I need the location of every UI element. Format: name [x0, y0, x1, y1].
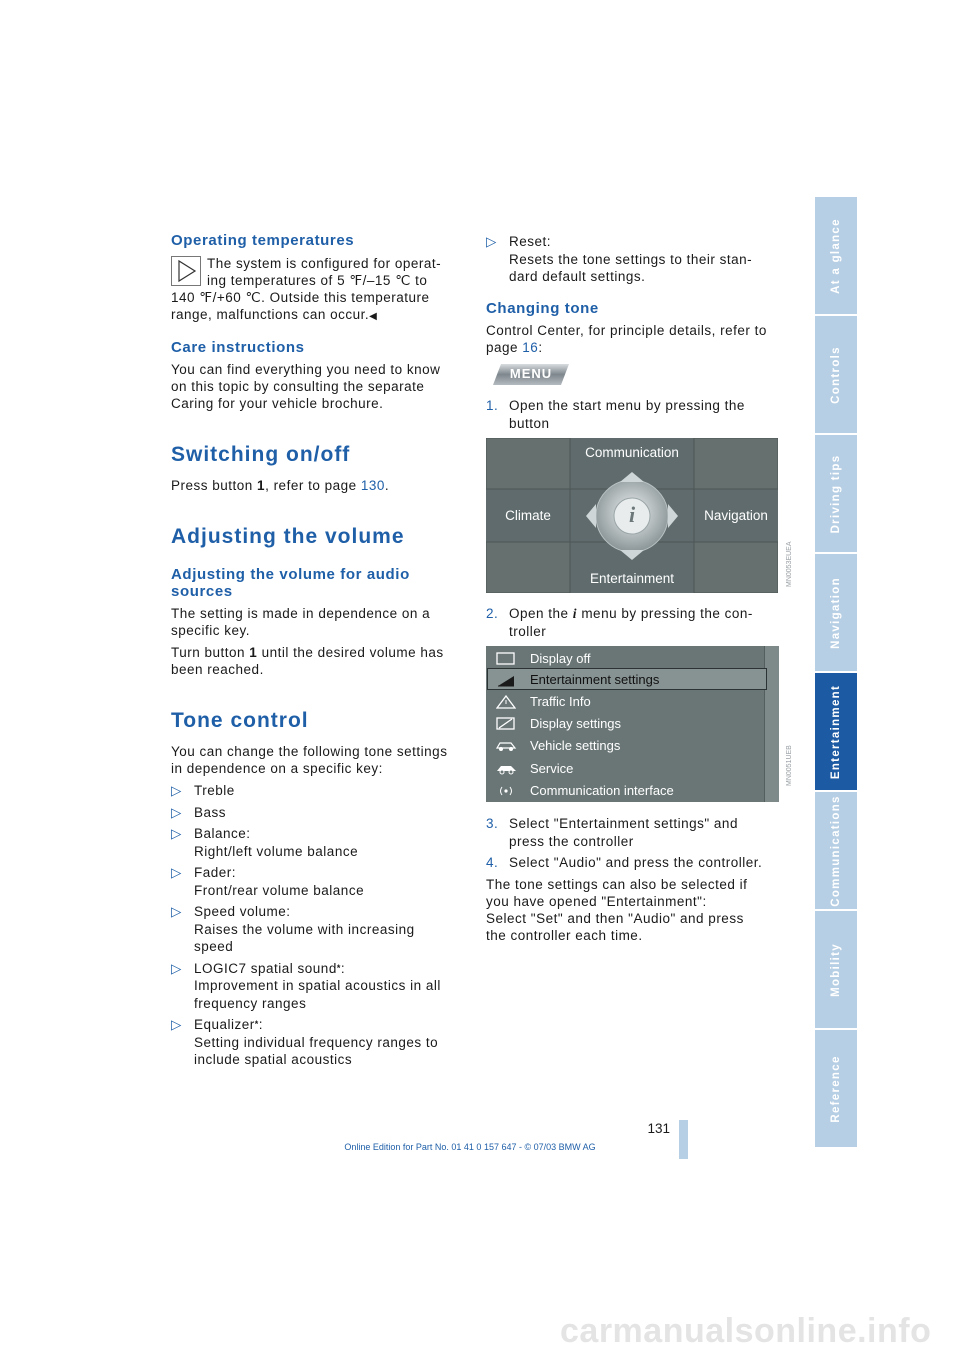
- page-link-16[interactable]: 16: [522, 340, 539, 355]
- step-2: 2. Open the i menu by pressing the con- troller: [486, 606, 753, 639]
- tab-controls[interactable]: Controls: [815, 316, 857, 435]
- info-icon: i: [628, 502, 636, 527]
- op-temp-line1: The system is configured for operat-: [207, 256, 442, 271]
- tone-intro-line2: in dependence on a specific key:: [171, 761, 383, 776]
- subheading-audio-sources-1: Adjusting the volume for audio: [171, 566, 410, 583]
- outro-line3: Select "Set" and then "Audio" and press: [486, 911, 744, 926]
- care-line1: You can find everything you need to know: [171, 362, 441, 377]
- communication-icon: [496, 784, 516, 797]
- list-item: ▷ Bass: [171, 804, 227, 820]
- step-3: 3. Select "Entertainment settings" and press the controller: [486, 816, 738, 849]
- outro-line2: you have opened "Entertainment":: [486, 894, 707, 909]
- display-off-icon: [496, 652, 516, 665]
- vehicle-settings-icon: [496, 739, 516, 752]
- image-code-1: MN0053EUEA: [786, 541, 793, 587]
- op-temp-line3: 140 ℉/+60 ℃. Outside this temperature: [171, 290, 430, 305]
- heading-operating-temperatures: Operating temperatures: [171, 232, 355, 249]
- service-car-icon: [496, 762, 516, 775]
- list-item: ▷ Speed volume: Raises the volume with increasing speed: [171, 904, 415, 954]
- switching-text: Press button 1, refer to page 130.: [171, 478, 390, 493]
- heading-switching: Switching on/off: [171, 443, 351, 466]
- page-number-bar: [679, 1120, 688, 1159]
- outro-line4: the controller each time.: [486, 928, 643, 943]
- heading-care-instructions: Care instructions: [171, 339, 305, 356]
- edition-text: Online Edition for Part No. 01 41 0 157 647 - © 07/03 BMW AG: [344, 1142, 596, 1152]
- volume-p1-line2: specific key.: [171, 623, 251, 638]
- start-menu-communication: Communication: [585, 445, 679, 460]
- step-1: 1. Open the start menu by pressing the button: [486, 398, 745, 431]
- changing-intro-line2: page 16:: [486, 340, 543, 355]
- tab-navigation[interactable]: Navigation: [815, 554, 857, 673]
- start-menu-entertainment: Entertainment: [589, 571, 675, 586]
- menu-button-label: MENU: [509, 366, 553, 381]
- start-menu-navigation: Navigation: [704, 508, 768, 523]
- info-menu-screen: [486, 646, 778, 802]
- menu-item-service[interactable]: Service: [486, 759, 764, 779]
- tab-communications[interactable]: Communications: [815, 792, 857, 911]
- list-item: ▷ LOGIC7 spatial sound*: Improvement in spatial acoustics in all frequency ranges: [171, 960, 441, 1011]
- subheading-audio-sources-2: sources: [171, 583, 233, 600]
- heading-tone-control: Tone control: [171, 709, 309, 732]
- tone-settings-list: [171, 782, 471, 1073]
- start-menu-screen: [486, 438, 778, 593]
- start-menu-climate: Climate: [505, 508, 551, 523]
- heading-adjusting-volume: Adjusting the volume: [171, 525, 405, 548]
- tab-reference[interactable]: Reference: [815, 1030, 857, 1149]
- image-code-2: MN0051UEB: [786, 745, 793, 786]
- heading-changing-tone: Changing tone: [486, 300, 599, 317]
- menu-button[interactable]: [491, 363, 571, 386]
- chapter-tabs: [815, 197, 857, 1149]
- page-number: 131: [647, 1121, 670, 1136]
- tab-mobility[interactable]: Mobility: [815, 911, 857, 1030]
- list-item: ▷ Balance: Right/left volume balance: [171, 826, 359, 859]
- op-temp-line2: ing temperatures of 5 ℉/–15 ℃ to: [207, 273, 428, 288]
- care-line2: on this topic by consulting the separate: [171, 379, 425, 394]
- page-link-130[interactable]: 130: [360, 478, 385, 493]
- end-mark: ◀: [369, 311, 378, 322]
- menu-item-vehicle-settings[interactable]: Vehicle settings: [486, 736, 764, 756]
- list-item: ▷ Equalizer*: Setting individual frequency ranges to include spatial acoustics: [171, 1017, 439, 1067]
- tab-entertainment[interactable]: Entertainment: [815, 673, 857, 792]
- watermark: carmanualsonline.info: [560, 1312, 932, 1350]
- menu-item-communication-interface[interactable]: Communication interface: [486, 781, 764, 801]
- menu-item-display-settings[interactable]: Display settings: [486, 714, 764, 734]
- volume-p2-line2: been reached.: [171, 662, 264, 677]
- menu-item-traffic-info[interactable]: Traffic Info: [486, 692, 764, 712]
- volume-p1-line1: The setting is made in dependence on a: [171, 606, 431, 621]
- reset-item: ▷ Reset: Resets the tone settings to their stan- dard default settings.: [486, 234, 753, 284]
- traffic-warning-icon: [496, 695, 516, 708]
- op-temp-line4: range, malfunctions can occur.◀: [171, 307, 378, 322]
- list-item: ▷ Fader: Front/rear volume balance: [171, 865, 365, 898]
- tone-intro-line1: You can change the following tone settings: [171, 744, 448, 759]
- volume-p2-line1: Turn button 1 until the desired volume has: [171, 645, 444, 660]
- step-4: 4. Select "Audio" and press the controller.: [486, 855, 763, 870]
- tab-at-a-glance[interactable]: At a glance: [815, 197, 857, 316]
- list-item: ▷ Treble: [171, 783, 235, 798]
- tab-driving-tips[interactable]: Driving tips: [815, 435, 857, 554]
- menu-item-display-off[interactable]: Display off: [486, 649, 764, 669]
- display-settings-icon: [496, 717, 516, 730]
- note-triangle-icon: [171, 256, 201, 286]
- changing-intro-line1: Control Center, for principle details, refer to: [486, 323, 767, 338]
- outro-line1: The tone settings can also be selected if: [486, 877, 748, 892]
- care-line3: Caring for your vehicle brochure.: [171, 396, 384, 411]
- info-menu-icon: i: [572, 606, 578, 621]
- entertainment-settings-icon: [496, 674, 516, 687]
- menu-item-entertainment-settings[interactable]: Entertainment settings: [486, 670, 764, 690]
